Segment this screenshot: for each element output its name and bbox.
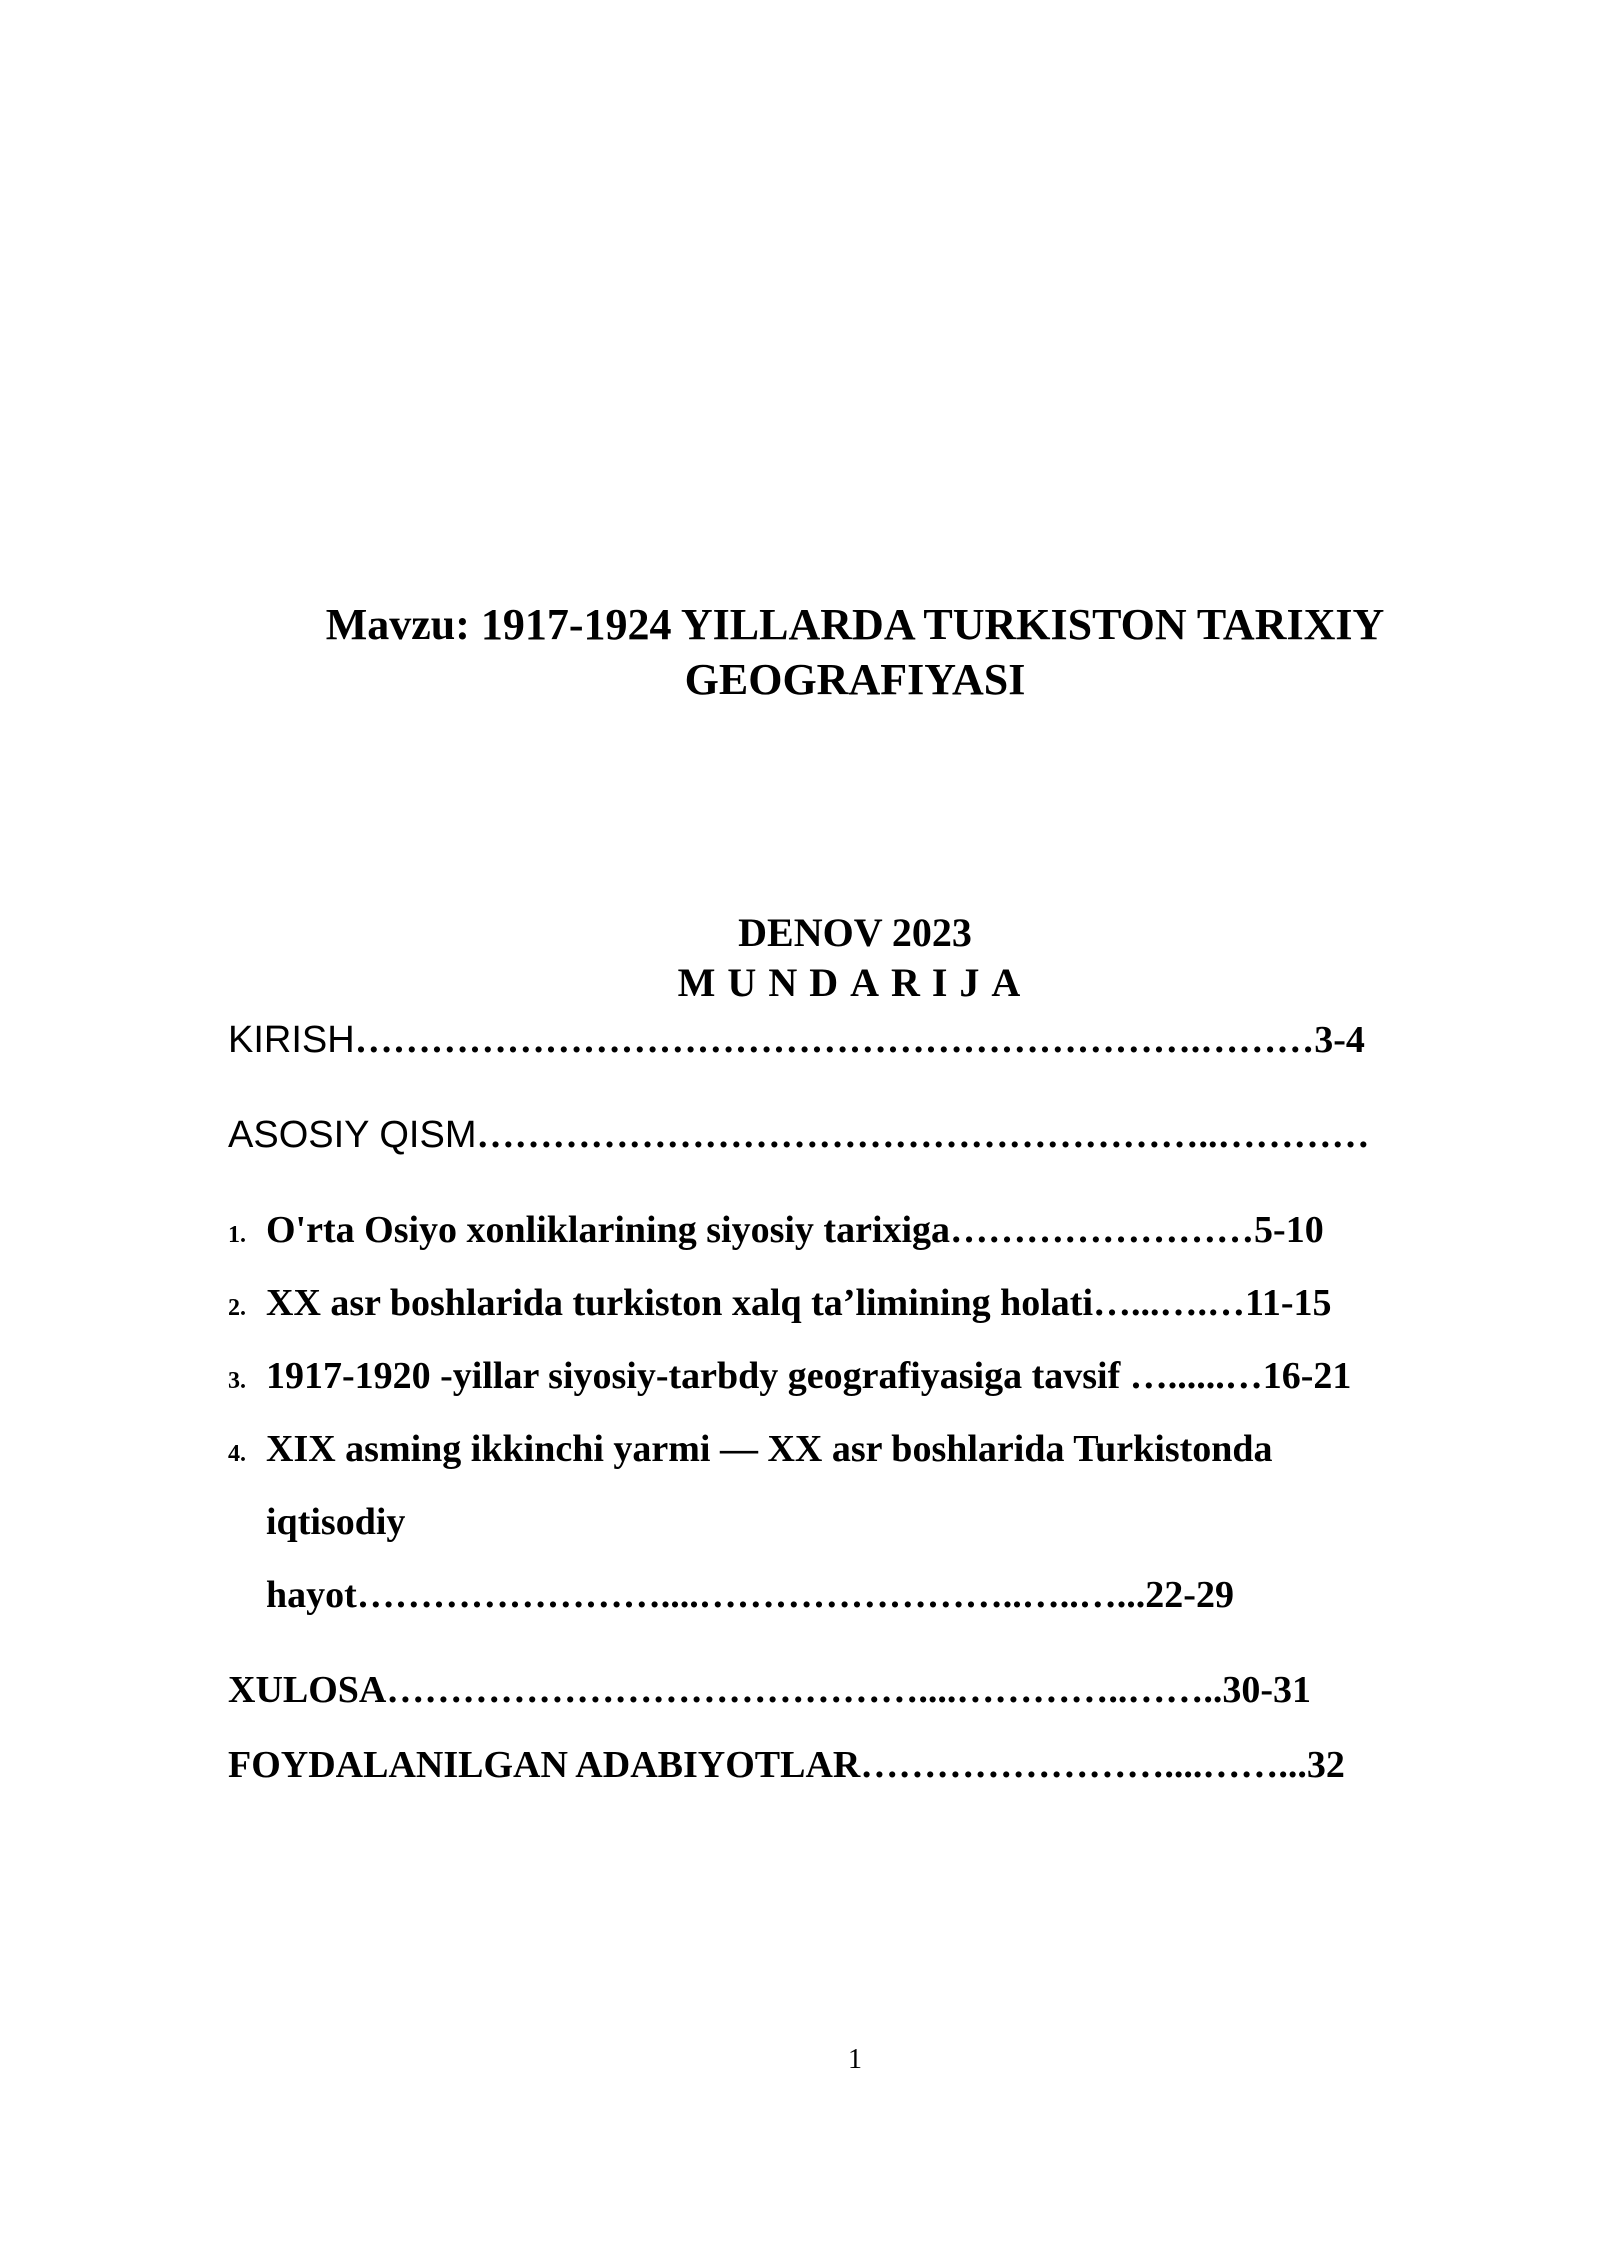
toc-item-3 (228, 1351, 1351, 1406)
toc-leader: ………………………………………………………….……… (354, 1019, 1315, 1061)
toc-entry-kirish (228, 1015, 1365, 1065)
toc-entry-asosiy-qism (228, 1110, 1369, 1160)
toc-item-4 (228, 1424, 1273, 1479)
toc-page-range: 3-4 (1314, 1019, 1365, 1061)
title-line-1: Mavzu: 1917-1924 YILLARDA TURKISTON TARIXIY (325, 600, 1385, 649)
toc-item-4-continuation-1: iqtisodiy (266, 1501, 406, 1543)
toc-entry-xulosa: XULOSA……………………………………....…………..……..30-31 (228, 1669, 1312, 1711)
item-text: 1917-1920 -yillar siyosiy-tarbdy geografiyasiga tavsif …......…16-21 (266, 1355, 1352, 1397)
toc-item-2 (228, 1278, 1332, 1333)
item-number: 4. (228, 1441, 246, 1467)
title-line-2: GEOGRAFIYASI (684, 655, 1026, 704)
item-text: XX asr boshlarida turkiston xalq ta’limining holati…...….…11-15 (266, 1282, 1332, 1324)
toc-heading: MUNDARIJA (677, 960, 1033, 1005)
document-title (170, 597, 1540, 707)
item-number: 1. (228, 1222, 246, 1248)
toc-entry-label: KIRISH (228, 1019, 355, 1061)
item-number: 2. (228, 1295, 246, 1321)
item-text: XIX asming ikkinchi yarmi — XX asr boshlarida Turkistonda (266, 1428, 1273, 1470)
toc-item-4-continuation-2: hayot……………………....……………………..…..…...22-29 (266, 1574, 1234, 1616)
toc-entry-label: ASOSIY QISM (228, 1114, 477, 1156)
toc-entry-foydalanilgan-adabiyotlar: FOYDALANILGAN ADABIYOTLAR……………………....……...32 (228, 1744, 1345, 1786)
item-text: O'rta Osiyo xonliklarining siyosiy tarixiga……………………5-10 (266, 1209, 1324, 1251)
toc-item-1 (228, 1205, 1324, 1260)
page-number: 1 (848, 2044, 862, 2075)
item-number: 3. (228, 1368, 246, 1394)
toc-leader: …………………………………………………..………… (476, 1114, 1370, 1156)
city-year: DENOV 2023 (738, 910, 972, 955)
